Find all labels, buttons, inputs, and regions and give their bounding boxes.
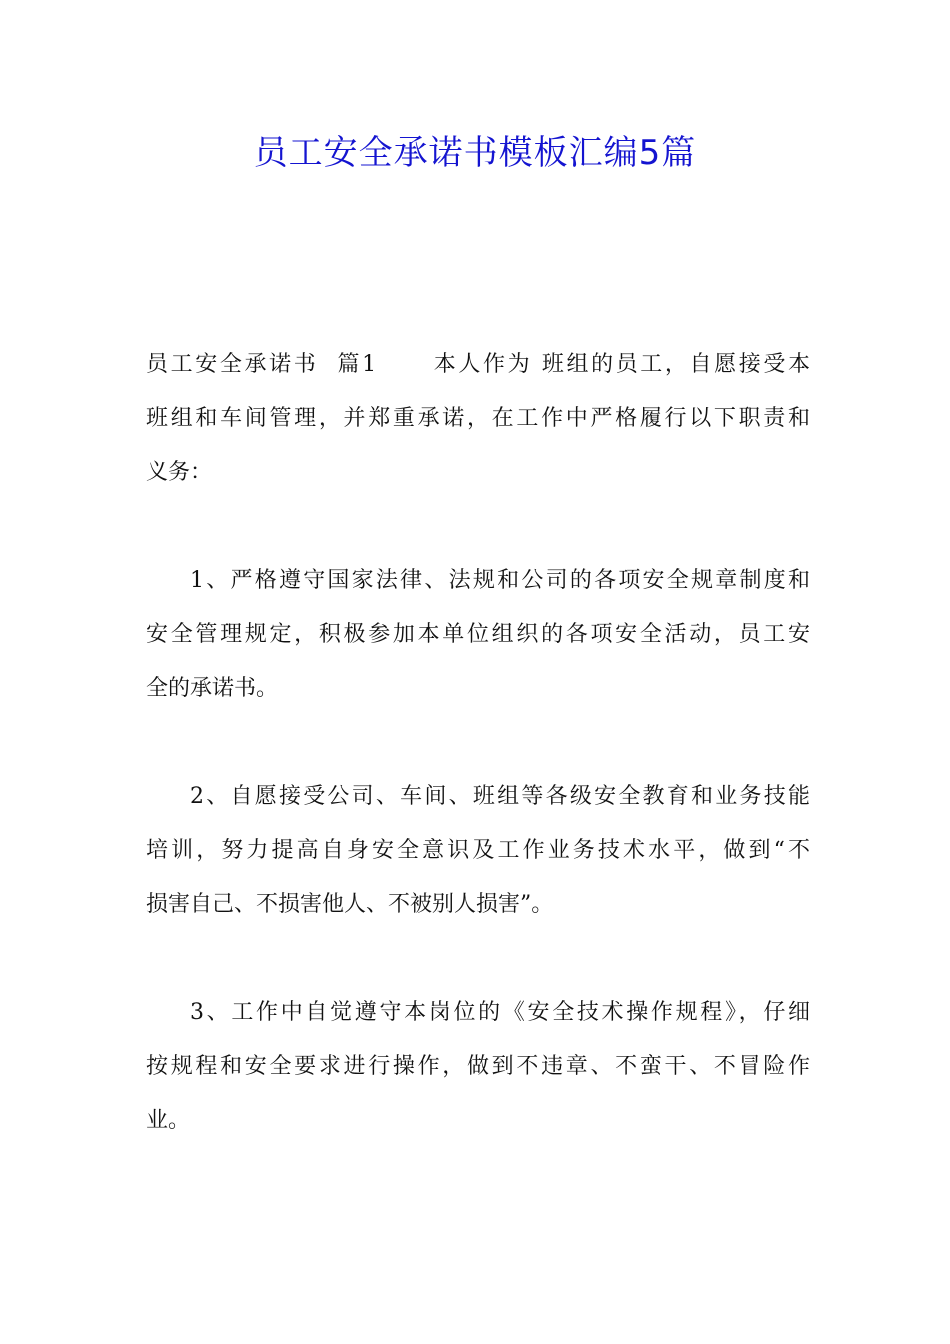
text-line: 1、严格遵守国家法律、法规和公司的各项安全规章制度和 xyxy=(190,568,810,593)
document-title: 员工安全承诺书模板汇编5篇 xyxy=(253,133,697,173)
text-line: 义务： xyxy=(146,460,213,485)
text-line: 员工安全承诺书 篇1 本人作为 班组的员工，自愿接受本 xyxy=(146,352,810,377)
text-line: 班组和车间管理，并郑重承诺，在工作中严格履行以下职责和 xyxy=(146,406,810,431)
text-line: 损害自己、不损害他人、不被别人损害”。 xyxy=(146,892,554,917)
text-line: 全的承诺书。 xyxy=(146,676,279,701)
paragraph-item-1 xyxy=(146,554,810,716)
document-body xyxy=(146,338,810,1148)
text-line: 安全管理规定，积极参加本单位组织的各项安全活动，员工安 xyxy=(146,622,810,647)
text-line: 业。 xyxy=(146,1108,191,1133)
text-line: 3、工作中自觉遵守本岗位的《安全技术操作规程》，仔细 xyxy=(190,1000,810,1025)
text-line: 2、自愿接受公司、车间、班组等各级安全教育和业务技能 xyxy=(190,784,810,809)
text-line: 培训，努力提高自身安全意识及工作业务技术水平，做到“不 xyxy=(146,838,810,863)
paragraph-intro xyxy=(146,338,810,500)
paragraph-item-2 xyxy=(146,770,810,932)
text-line: 按规程和安全要求进行操作，做到不违章、不蛮干、不冒险作 xyxy=(146,1054,810,1079)
paragraph-item-3 xyxy=(146,986,810,1148)
